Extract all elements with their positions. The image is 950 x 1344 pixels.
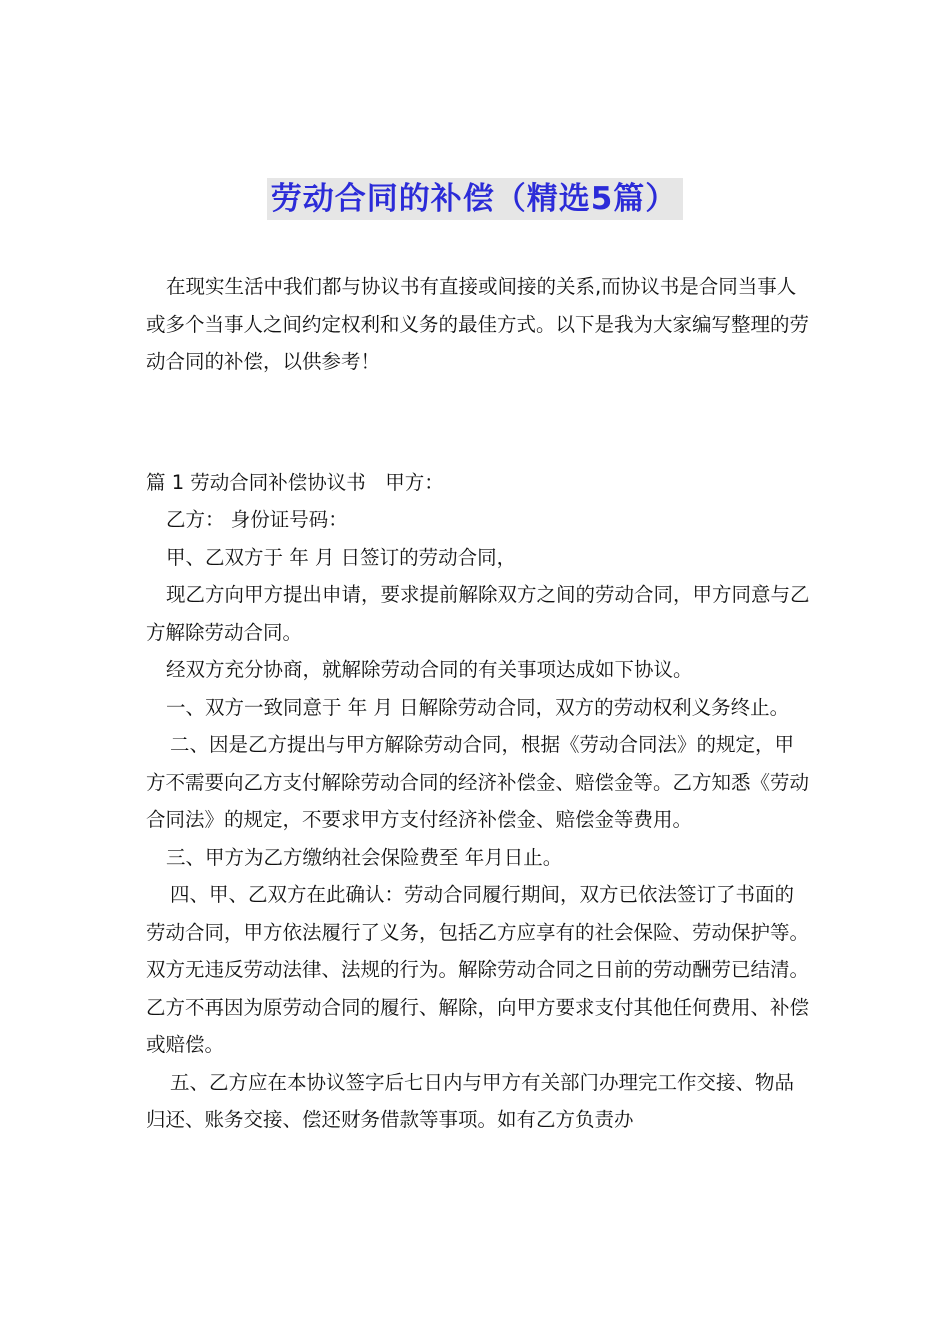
paragraph: 二、因是乙方提出与甲方解除劳动合同，根据《劳动合同法》的规定，甲方不需要向乙方支付解除劳动合同的经济补偿金、赔偿金等。乙方知悉《劳动合同法》的规定，不要求甲方支付经济补偿金、赔偿金等费用。 xyxy=(146,733,810,831)
paragraph: 经双方充分协商，就解除劳动合同的有关事项达成如下协议。 xyxy=(166,658,693,681)
title-container xyxy=(0,178,950,220)
paragraph: 一、双方一致同意于 年 月 日解除劳动合同，双方的劳动权利义务终止。 xyxy=(166,695,790,719)
document-body xyxy=(146,268,810,1139)
document-title: 劳动合同的补偿（精选5篇） xyxy=(267,178,684,220)
paragraph: 五、乙方应在本协议签字后七日内与甲方有关部门办理完工作交接、物品归还、账务交接、偿还财务借款等事项。如有乙方负责办 xyxy=(146,1070,795,1131)
paragraph: 现乙方向甲方提出申请，要求提前解除双方之间的劳动合同，甲方同意与乙方解除劳动合同。 xyxy=(146,583,810,644)
paragraph: 甲、乙双方于 年 月 日签订的劳动合同， xyxy=(166,545,517,569)
paragraph: 三、甲方为乙方缴纳社会保险费至 年月日止。 xyxy=(166,845,563,869)
section-heading: 篇 1 劳动合同补偿协议书 甲方： xyxy=(146,470,444,494)
paragraph: 四、甲、乙双方在此确认：劳动合同履行期间，双方已依法签订了书面的劳动合同，甲方依法履行了义务，包括乙方应享有的社会保险、劳动保护等。双方无违反劳动法律、法规的行为。解除劳动合同之日前的劳动酬劳已结清。乙方不再因为原劳动合同的履行、解除，向甲方要求支付其他任何费用、补偿或赔偿。 xyxy=(146,883,810,1056)
intro-paragraph: 在现实生活中我们都与协议书有直接或间接的关系,而协议书是合同当事人或多个当事人之间约定权利和义务的最佳方式。以下是我为大家编写整理的劳动合同的补偿，以供参考！ xyxy=(146,275,810,373)
paragraph: 乙方： 身份证号码： xyxy=(166,508,348,531)
